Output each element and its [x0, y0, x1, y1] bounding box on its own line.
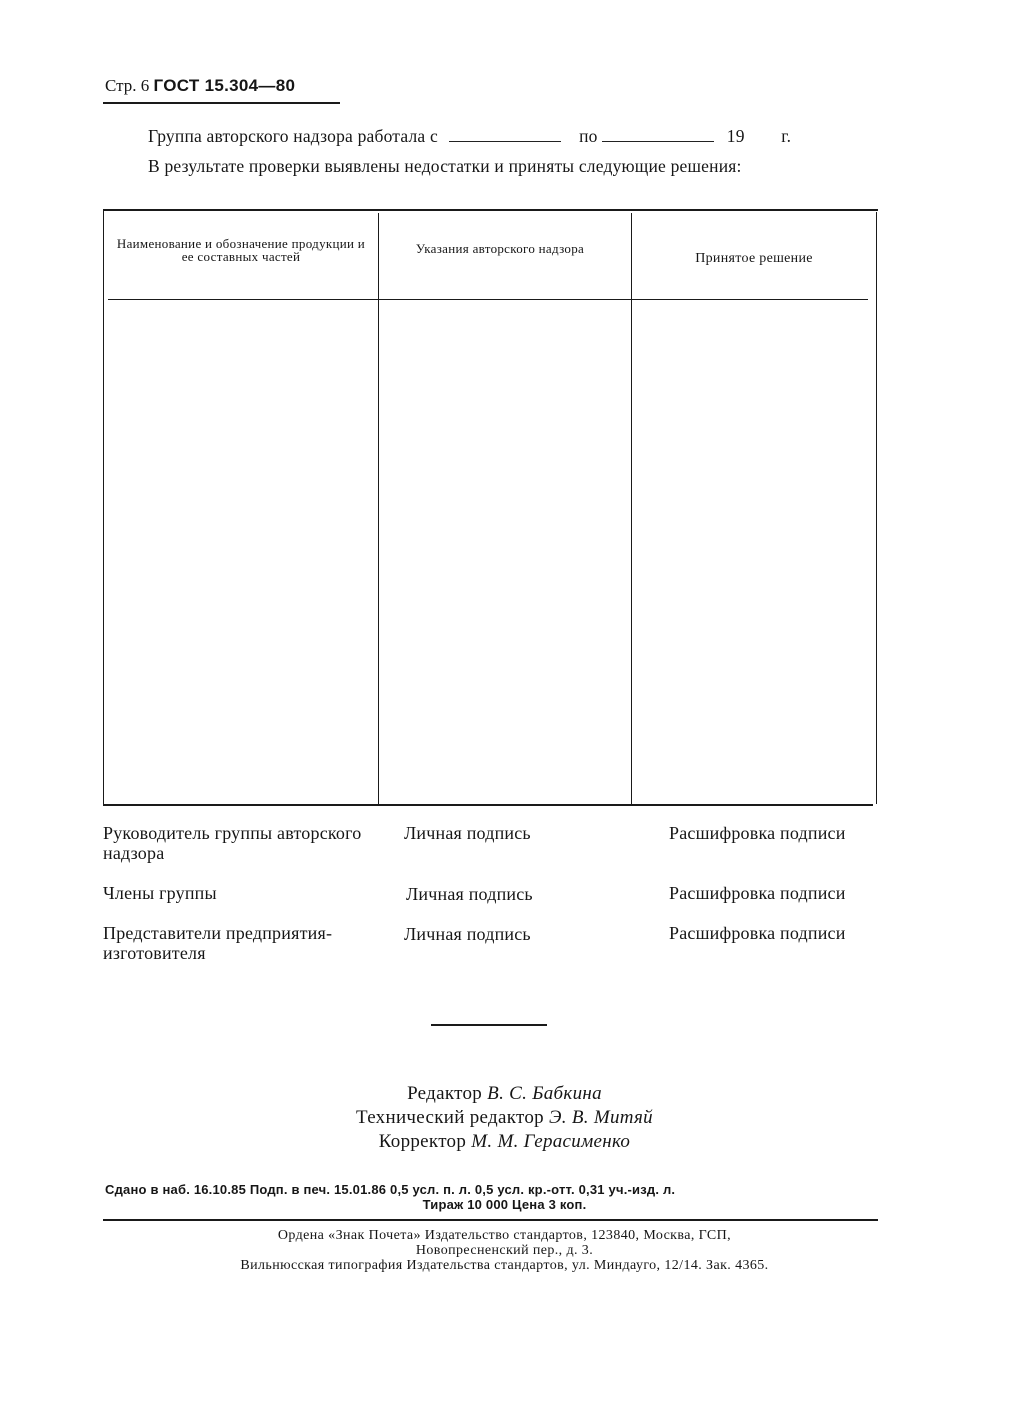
column-header-supervision-instructions: Указания авторского надзора [415, 241, 585, 256]
signature-decode-2: Расшифровка подписи [669, 883, 846, 903]
table-left-border [103, 210, 104, 804]
intro-po-text: по [579, 126, 598, 146]
table-bottom-rule [103, 804, 873, 806]
publisher-line-1: Ордена «Знак Почета» Издательство стандартов, 123840, Москва, ГСП, [277, 1228, 732, 1243]
end-date-blank [602, 127, 714, 142]
intro-line-2 [103, 156, 879, 176]
signature-personal-3: Личная подпись [404, 924, 531, 944]
intro-year-text: 19 [726, 126, 745, 146]
table-right-border [876, 212, 877, 804]
footer-rule [103, 1219, 878, 1221]
intro-result-text: В результате проверки выявлены недостатки и приняты следующие решения: [148, 156, 742, 176]
credit-editor [0, 1083, 1009, 1105]
page-number: Стр. 6 [105, 76, 150, 95]
signature-decode-3: Расшифровка подписи [669, 923, 846, 943]
imprint-line-2: Тираж 10 000 Цена 3 коп. [422, 1197, 587, 1212]
signature-personal-2: Личная подпись [406, 884, 533, 904]
page-header [105, 76, 295, 96]
table-column-divider-1 [378, 213, 379, 804]
column-header-product: Наименование и обозначение продукции и ее составных частей [116, 236, 366, 264]
credit-tech-editor [0, 1107, 1009, 1129]
signature-role-head: Руководитель группы авторского надзора [103, 823, 362, 863]
tech-editor-label: Технический редактор [356, 1107, 544, 1128]
start-date-blank [449, 127, 561, 142]
signature-personal-1: Личная подпись [404, 823, 531, 843]
imprint-line-1: Сдано в наб. 16.10.85 Подп. в печ. 15.01.86 0,5 усл. п. л. 0,5 усл. кр.-отт. 0,31 уч.-изд. л. [105, 1182, 676, 1197]
gost-number: ГОСТ 15.304—80 [153, 76, 296, 95]
table-header-rule [108, 299, 868, 300]
tech-editor-name: Э. В. Митяй [549, 1107, 653, 1128]
intro-work-period-text: Группа авторского надзора работала с [148, 126, 438, 146]
table-column-divider-2 [631, 213, 632, 804]
corrector-label: Корректор [378, 1131, 467, 1152]
column-header-decision: Принятое решение [695, 251, 813, 266]
signature-role-manufacturer: Представители предприятия-изготовителя [103, 923, 333, 963]
credit-corrector [0, 1131, 1009, 1153]
intro-line-1 [148, 126, 791, 147]
table-top-rule [103, 209, 878, 211]
corrector-name: М. М. Герасименко [471, 1131, 631, 1152]
header-rule [103, 102, 340, 104]
editor-name: В. С. Бабкина [487, 1083, 602, 1104]
publisher-line-3: Вильнюсская типография Издательства стандартов, ул. Миндауго, 12/14. Зак. 4365. [240, 1258, 769, 1273]
editor-label: Редактор [407, 1083, 483, 1104]
signature-decode-1: Расшифровка подписи [669, 823, 846, 843]
intro-year-suffix: г. [781, 126, 792, 146]
signature-role-members: Члены группы [103, 883, 217, 903]
publisher-line-2: Новопресненский пер., д. 3. [415, 1243, 594, 1258]
section-divider [431, 1024, 547, 1026]
